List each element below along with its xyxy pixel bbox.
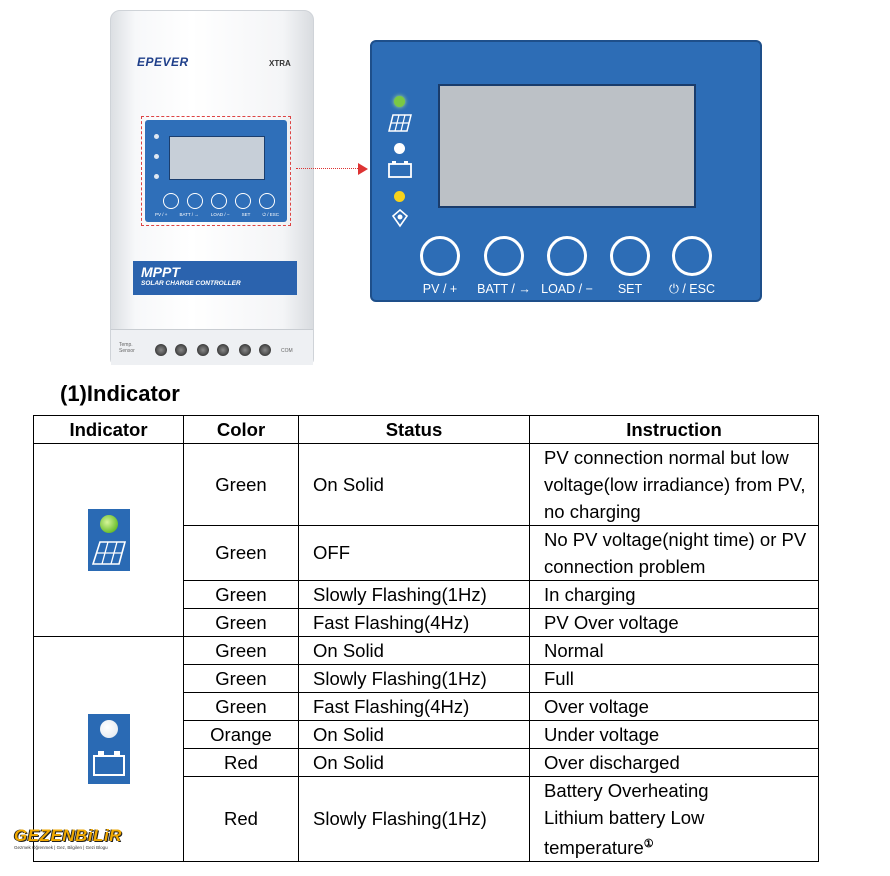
pv-plus-button[interactable] — [420, 236, 460, 276]
mini-button — [259, 193, 275, 209]
color-cell: Green — [184, 526, 299, 581]
white-led-dot — [100, 720, 118, 738]
mini-button — [235, 193, 251, 209]
section-title: (1)Indicator — [60, 381, 180, 406]
product-band — [133, 261, 297, 295]
load-minus-button[interactable] — [547, 236, 587, 276]
batt-arrow-label: BATT / → — [477, 282, 531, 296]
header-color: Color — [184, 416, 299, 444]
footnote-marker: ① — [643, 838, 654, 850]
instruction-cell: Normal — [530, 637, 819, 665]
instruction-text: temperature — [544, 837, 644, 859]
terminal-screw — [259, 344, 271, 356]
battery-icon — [93, 750, 125, 776]
header-status: Status — [299, 416, 530, 444]
instruction-line: Battery Overheating — [544, 780, 709, 801]
charge-controller-device — [110, 10, 314, 365]
color-cell: Green — [184, 693, 299, 721]
load-led — [394, 191, 405, 202]
mini-led-battery — [154, 154, 159, 159]
pv-indicator-cell — [34, 444, 184, 637]
battery-led — [394, 143, 405, 154]
instruction-cell: Over voltage — [530, 693, 819, 721]
indicator-table — [33, 415, 819, 862]
solar-panel-icon — [92, 541, 126, 565]
green-led-dot — [100, 515, 118, 533]
instruction-cell: In charging — [530, 581, 819, 609]
header-instruction: Instruction — [530, 416, 819, 444]
instruction-cell: Under voltage — [530, 721, 819, 749]
status-cell: Slowly Flashing(1Hz) — [299, 777, 530, 862]
callout-arrow-line — [296, 168, 362, 169]
pv-led — [394, 96, 405, 107]
status-cell: On Solid — [299, 721, 530, 749]
color-cell: Green — [184, 609, 299, 637]
status-cell: Fast Flashing(4Hz) — [299, 609, 530, 637]
color-cell: Green — [184, 665, 299, 693]
status-cell: On Solid — [299, 444, 530, 526]
watermark-text: GEZENBiLiR — [14, 826, 122, 845]
color-cell: Red — [184, 749, 299, 777]
status-cell: Slowly Flashing(1Hz) — [299, 581, 530, 609]
status-cell: On Solid — [299, 749, 530, 777]
status-cell: OFF — [299, 526, 530, 581]
terminal-block — [111, 329, 313, 365]
instruction-cell: Over discharged — [530, 749, 819, 777]
status-cell: On Solid — [299, 637, 530, 665]
watermark-logo — [14, 826, 122, 850]
watermark-subtext: Gezmek Öğrenmek | Gez, Bilgilen | Gezi Blogu — [14, 845, 108, 850]
mini-label: LOAD / − — [210, 212, 230, 217]
temp-sensor-label: Temp. Sensor — [119, 342, 135, 354]
mini-label: ⏻ / ESC — [262, 212, 279, 217]
mini-button — [187, 193, 203, 209]
lcd-screen — [438, 84, 696, 208]
status-cell: Slowly Flashing(1Hz) — [299, 665, 530, 693]
status-cell: Fast Flashing(4Hz) — [299, 693, 530, 721]
header-indicator: Indicator — [34, 416, 184, 444]
color-cell: Green — [184, 581, 299, 609]
mini-lcd-screen — [169, 136, 265, 180]
table-row — [34, 444, 819, 526]
com-label: COM — [281, 348, 293, 354]
terminal-screw — [217, 344, 229, 356]
mini-label: SET — [241, 212, 251, 217]
instruction-line: Lithium battery Low — [544, 807, 705, 828]
load-bulb-icon — [390, 208, 410, 233]
terminal-screw — [175, 344, 187, 356]
terminal-screw — [239, 344, 251, 356]
instruction-cell: No PV voltage(night time) or PV connection problem — [530, 526, 819, 581]
instruction-cell: PV connection normal but low voltage(low irradiance) from PV, no charging — [530, 444, 819, 526]
power-esc-button[interactable] — [672, 236, 712, 276]
mini-led-load — [154, 174, 159, 179]
mini-control-panel — [145, 120, 287, 222]
terminal-screw — [197, 344, 209, 356]
mini-label: PV / + — [155, 212, 168, 217]
product-subtitle: SOLAR CHARGE CONTROLLER — [141, 280, 241, 287]
instruction-cell: PV Over voltage — [530, 609, 819, 637]
mini-button-labels — [155, 212, 279, 217]
model-label: XTRA — [269, 59, 291, 68]
mini-button — [211, 193, 227, 209]
panel-highlight-box — [141, 116, 291, 226]
brand-logo: EPEVER — [137, 55, 189, 69]
instruction-line — [544, 831, 814, 861]
color-cell: Orange — [184, 721, 299, 749]
callout-arrow-head — [358, 163, 368, 175]
color-cell: Green — [184, 637, 299, 665]
solar-panel-icon — [388, 114, 412, 137]
batt-arrow-button[interactable] — [484, 236, 524, 276]
pv-plus-label: PV / + — [422, 282, 458, 296]
color-cell: Green — [184, 444, 299, 526]
instruction-cell — [530, 777, 819, 862]
product-title: MPPT — [141, 264, 180, 280]
pv-indicator-icon — [88, 509, 130, 571]
set-button[interactable] — [610, 236, 650, 276]
mini-label: BATT / → — [179, 212, 199, 217]
mini-button — [163, 193, 179, 209]
power-esc-label: ⏻ / ESC — [668, 282, 716, 296]
battery-icon — [388, 160, 412, 183]
battery-indicator-icon — [88, 714, 130, 784]
color-cell: Red — [184, 777, 299, 862]
control-panel-enlarged — [370, 40, 762, 302]
table-row — [34, 637, 819, 665]
instruction-cell: Full — [530, 665, 819, 693]
mini-led-pv — [154, 134, 159, 139]
table-header-row — [34, 416, 819, 444]
load-minus-label: LOAD / − — [541, 282, 593, 296]
set-label: SET — [617, 282, 643, 296]
terminal-screw — [155, 344, 167, 356]
